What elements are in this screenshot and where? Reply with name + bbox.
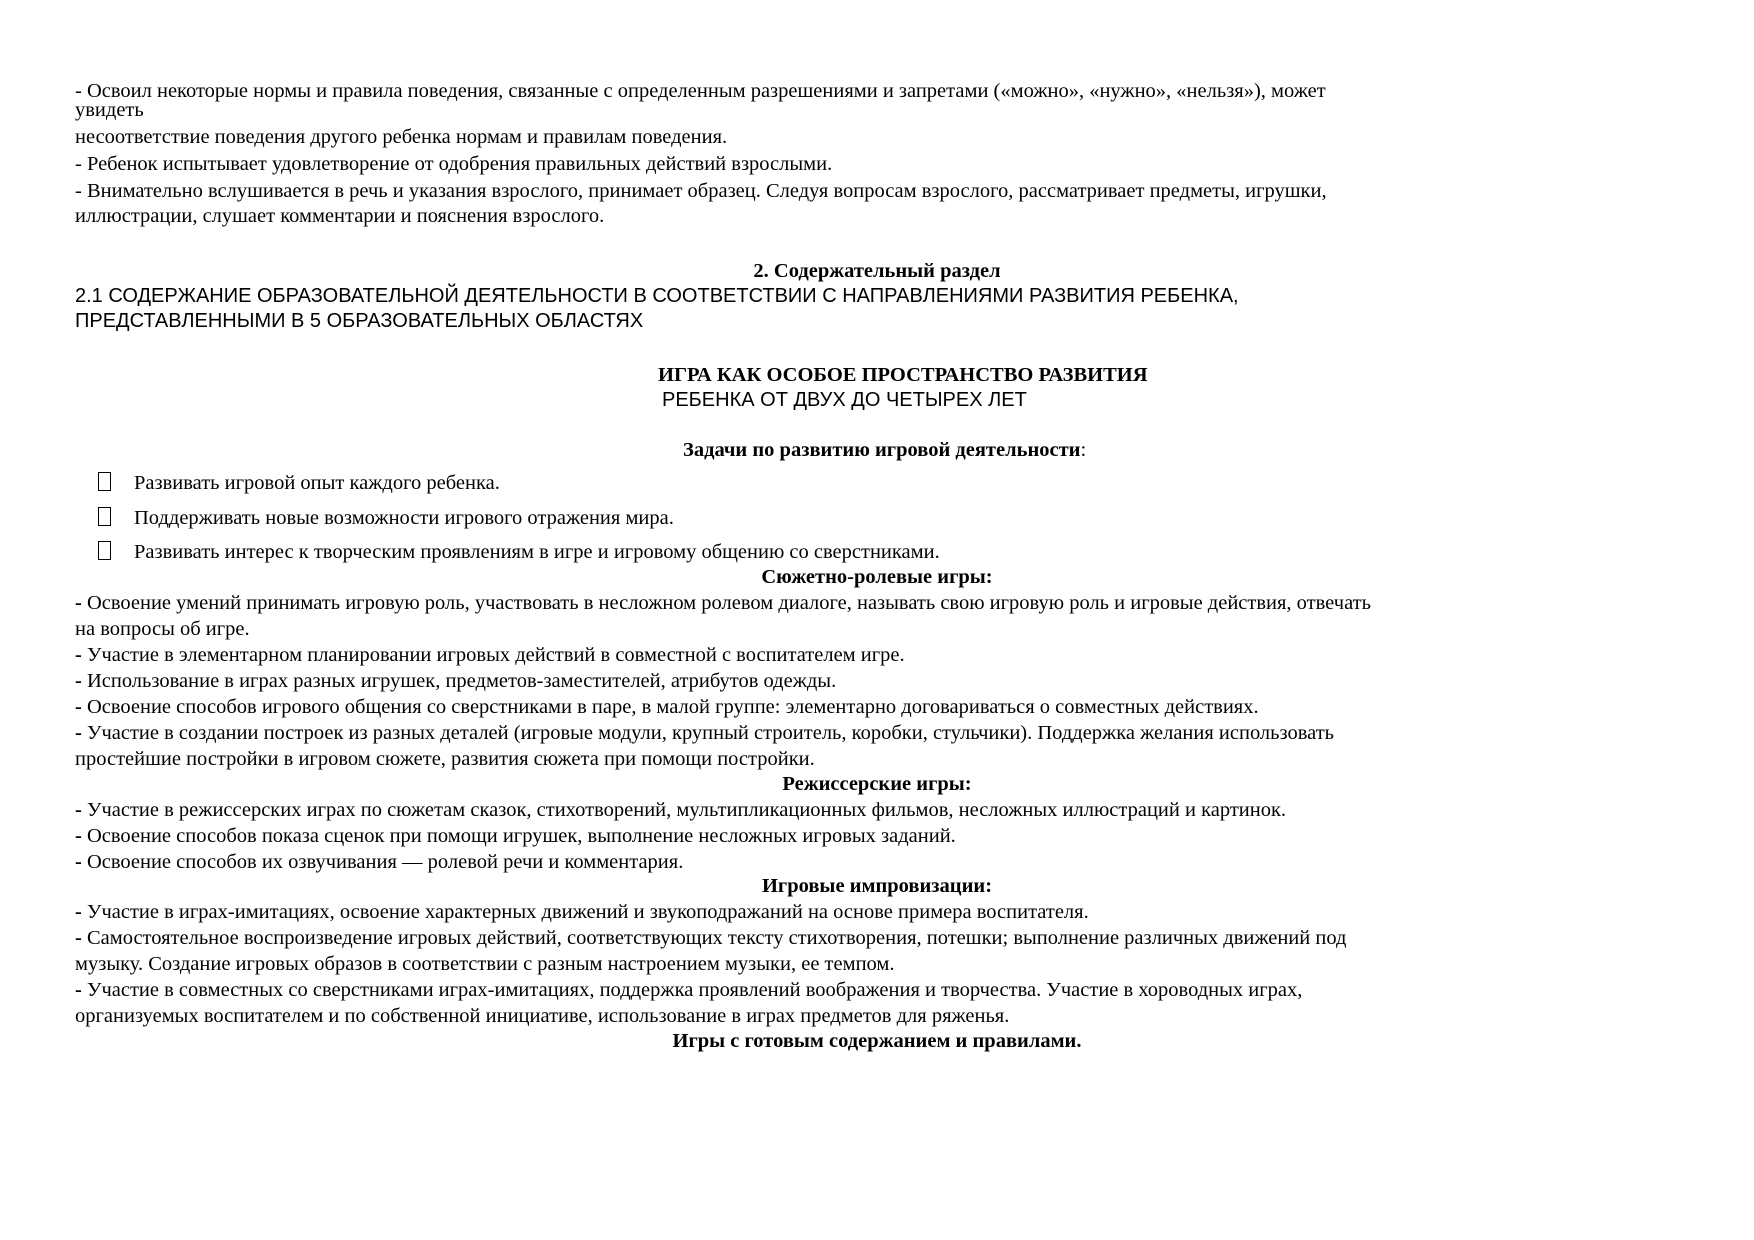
intro-line-5: - Внимательно вслушивается в речь и указания взрослого, принимает образец. Следуя вопросам взрослого, рассматривает предметы, игрушки, [75, 180, 1327, 202]
checkbox-icon [98, 472, 111, 491]
section-subtitle-line-2: ПРЕДСТАВЛЕННЫМИ В 5 ОБРАЗОВАТЕЛЬНЫХ ОБЛАСТЯХ [75, 310, 644, 332]
role-games-line-1: - Освоение умений принимать игровую роль, участвовать в несложном ролевом диалоге, называть свою игровую роль и игровые действия, отвечать [75, 592, 1371, 614]
director-games-heading: Режиссерские игры: [782, 773, 972, 795]
role-games-line-3: - Участие в элементарном планировании игровых действий в совместной с воспитателем игре. [75, 644, 905, 666]
improv-line-1: - Участие в играх-имитациях, освоение характерных движений и звукоподражаний на основе примера воспитателя. [75, 901, 1089, 923]
task-item-2: Поддерживать новые возможности игрового отражения мира. [134, 507, 674, 529]
role-games-line-5: - Освоение способов игрового общения со сверстниками в паре, в малой группе: элементарно договариваться о совместных действиях. [75, 696, 1259, 718]
intro-line-4: - Ребенок испытывает удовлетворение от одобрения правильных действий взрослыми. [75, 153, 833, 175]
role-games-line-6: - Участие в создании построек из разных деталей (игровые модули, крупный строитель, коробки, стульчики). Поддержка желания использовать [75, 722, 1335, 744]
improv-line-5: организуемых воспитателем и по собственной инициативе, использование в играх предметов для ряженья. [75, 1005, 1010, 1027]
role-games-line-2: на вопросы об игре. [75, 618, 250, 640]
checkbox-icon [98, 507, 111, 526]
improv-line-2: - Самостоятельное воспроизведение игровых действий, соответствующих тексту стихотворения, потешки; выполнение различных движений под [75, 927, 1347, 949]
director-games-line-1: - Участие в режиссерских играх по сюжетам сказок, стихотворений, мультипликационных фильмов, несложных иллюстраций и картинок. [75, 799, 1287, 821]
improv-line-4: - Участие в совместных со сверстниками играх-имитациях, поддержка проявлений воображения и творчества. Участие в хороводных играх, [75, 979, 1303, 1001]
tasks-heading: Задачи по развитию игровой деятельности: [683, 439, 1087, 461]
checkbox-icon [98, 541, 111, 560]
task-item-1: Развивать игровой опыт каждого ребенка. [134, 472, 500, 494]
intro-line-1: - Освоил некоторые нормы и правила поведения, связанные с определенным разрешениями и запретами («можно», «нужно», «нельзя»), может [75, 80, 1326, 102]
director-games-line-2: - Освоение способов показа сценок при помощи игрушек, выполнение несложных игровых заданий. [75, 825, 956, 847]
role-games-line-7: простейшие постройки в игровом сюжете, развития сюжета при помощи постройки. [75, 748, 815, 770]
role-games-line-4: - Использование в играх разных игрушек, предметов-заместителей, атрибутов одежды. [75, 670, 837, 692]
section-subtitle-line-1: 2.1 СОДЕРЖАНИЕ ОБРАЗОВАТЕЛЬНОЙ ДЕЯТЕЛЬНОСТИ В СООТВЕТСТВИИ С НАПРАВЛЕНИЯМИ РАЗВИТИЯ РЕБЕНКА, [75, 285, 1239, 307]
task-item-3: Развивать интерес к творческим проявлениям в игре и игровому общению со сверстниками. [134, 541, 940, 563]
game-title-line-2: РЕБЕНКА ОТ ДВУХ ДО ЧЕТЫРЕХ ЛЕТ [662, 389, 1027, 411]
improv-line-3: музыку. Создание игровых образов в соответствии с разным настроением музыки, ее темпом. [75, 953, 895, 975]
intro-line-6: иллюстрации, слушает комментарии и пояснения взрослого. [75, 205, 605, 227]
role-games-heading: Сюжетно-ролевые игры: [761, 566, 993, 588]
ready-games-heading: Игры с готовым содержанием и правилами. [672, 1030, 1082, 1052]
section-heading: 2. Содержательный раздел [753, 260, 1001, 282]
intro-line-3: несоответствие поведения другого ребенка нормам и правилам поведения. [75, 126, 728, 148]
intro-line-2: увидеть [75, 99, 144, 121]
game-title-line-1: ИГРА КАК ОСОБОЕ ПРОСТРАНСТВО РАЗВИТИЯ [658, 364, 1148, 386]
director-games-line-3: - Освоение способов их озвучивания — ролевой речи и комментария. [75, 851, 684, 873]
improv-heading: Игровые импровизации: [761, 875, 993, 897]
